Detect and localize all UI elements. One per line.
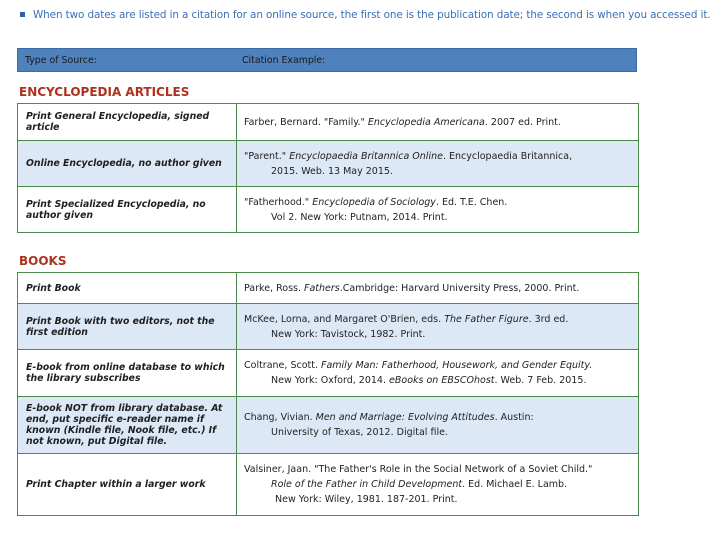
table-row xyxy=(18,187,639,233)
table-row xyxy=(18,454,639,516)
citation-example xyxy=(237,397,639,454)
citation-text: .Cambridge: Harvard University Press, 2000. Print. xyxy=(339,282,580,294)
books-table xyxy=(17,272,639,516)
citation-example xyxy=(237,273,639,304)
citation-text: Chang, Vivian. xyxy=(244,412,316,423)
citation-text: . Austin: xyxy=(494,412,534,423)
citation-example xyxy=(237,187,639,233)
citation-line xyxy=(244,373,638,388)
citation-text: University of Texas, 2012. Digital file. xyxy=(271,427,448,438)
dates-note xyxy=(20,9,715,21)
section-title-encyclopedia: ENCYCLOPEDIA ARTICLES xyxy=(19,85,190,99)
citation-text: "Fatherhood." xyxy=(244,196,313,208)
citation-text: . Web. 7 Feb. 2015. xyxy=(494,375,587,386)
citation-text: Vol 2. New York: Putnam, 2014. Print. xyxy=(271,211,448,223)
source-type: Print General Encyclopedia, signed article xyxy=(18,104,237,141)
source-type: E-book from online database to which the library subscribes xyxy=(18,350,237,397)
source-type: Print Specialized Encyclopedia, no author given xyxy=(18,187,237,233)
source-type: Print Book with two editors, not the first edition xyxy=(18,304,237,350)
table-row xyxy=(18,397,639,454)
citation-title: eBooks on EBSCOhost xyxy=(389,375,495,386)
table-row xyxy=(18,141,639,187)
citation-text: . 2007 ed. Print. xyxy=(484,116,561,128)
table-header xyxy=(17,48,637,72)
source-type: E-book NOT from library database. At end, put specific e-reader name if known (Kindle file, Nook file, etc.) If not known, put Digital file. xyxy=(18,397,237,454)
citation-title: Encyclopaedia Britannica Online xyxy=(289,150,443,162)
bullet-icon xyxy=(20,12,25,17)
dates-note-text: When two dates are listed in a citation for an online source, the first one is the publication date; the second is when you accessed it. xyxy=(33,9,711,21)
citation-title: Family Man: Fatherhood, Housework, and Gender Equity. xyxy=(321,360,593,371)
citation-text: Parke, Ross. xyxy=(244,282,305,294)
citation-text: New York: Wiley, 1981. 187-201. Print. xyxy=(275,494,458,505)
citation-text: New York: Oxford, 2014. xyxy=(271,375,390,386)
citation-text: Valsiner, Jaan. "The Father's Role in the Social Network of a Soviet Child." xyxy=(244,464,593,475)
header-type-of-source: Type of Source: xyxy=(25,54,97,66)
citation-text: . Ed. T.E. Chen. xyxy=(435,196,508,208)
citation-example xyxy=(237,350,639,397)
citation-title: The Father Figure xyxy=(444,313,529,325)
citation-title: Encyclopedia of Sociology xyxy=(312,196,436,208)
table-row xyxy=(18,104,639,141)
source-type: Print Chapter within a larger work xyxy=(18,454,237,516)
table-row xyxy=(18,273,639,304)
citation-text: 2015. Web. 13 May 2015. xyxy=(271,165,393,177)
citation-text: McKee, Lorna, and Margaret O'Brien, eds. xyxy=(244,313,445,325)
header-citation-example: Citation Example: xyxy=(242,54,326,66)
source-type: Print Book xyxy=(18,273,237,304)
citation-title: Men and Marriage: Evolving Attitudes xyxy=(315,412,495,423)
citation-example xyxy=(237,104,639,141)
citation-text: . Encyclopaedia Britannica, xyxy=(442,150,573,162)
citation-text: . 3rd ed. xyxy=(528,313,569,325)
citation-title: Fathers xyxy=(304,282,340,294)
table-row xyxy=(18,350,639,397)
table-row xyxy=(18,304,639,350)
citation-title: Role of the Father in Child Development xyxy=(271,479,463,490)
citation-title: Encyclopedia Americana xyxy=(367,116,485,128)
citation-text: Farber, Bernard. "Family." xyxy=(244,116,368,128)
section-title-books: BOOKS xyxy=(19,254,67,268)
citation-line xyxy=(244,477,638,492)
source-type: Online Encyclopedia, no author given xyxy=(18,141,237,187)
citation-example xyxy=(237,454,639,516)
citation-text: New York: Tavistock, 1982. Print. xyxy=(271,328,426,340)
encyclopedia-table xyxy=(17,103,639,233)
citation-example xyxy=(237,141,639,187)
citation-text: . Ed. Michael E. Lamb. xyxy=(462,479,568,490)
citation-example xyxy=(237,304,639,350)
citation-text: "Parent." xyxy=(244,150,290,162)
citation-text: Coltrane, Scott. xyxy=(244,360,321,371)
